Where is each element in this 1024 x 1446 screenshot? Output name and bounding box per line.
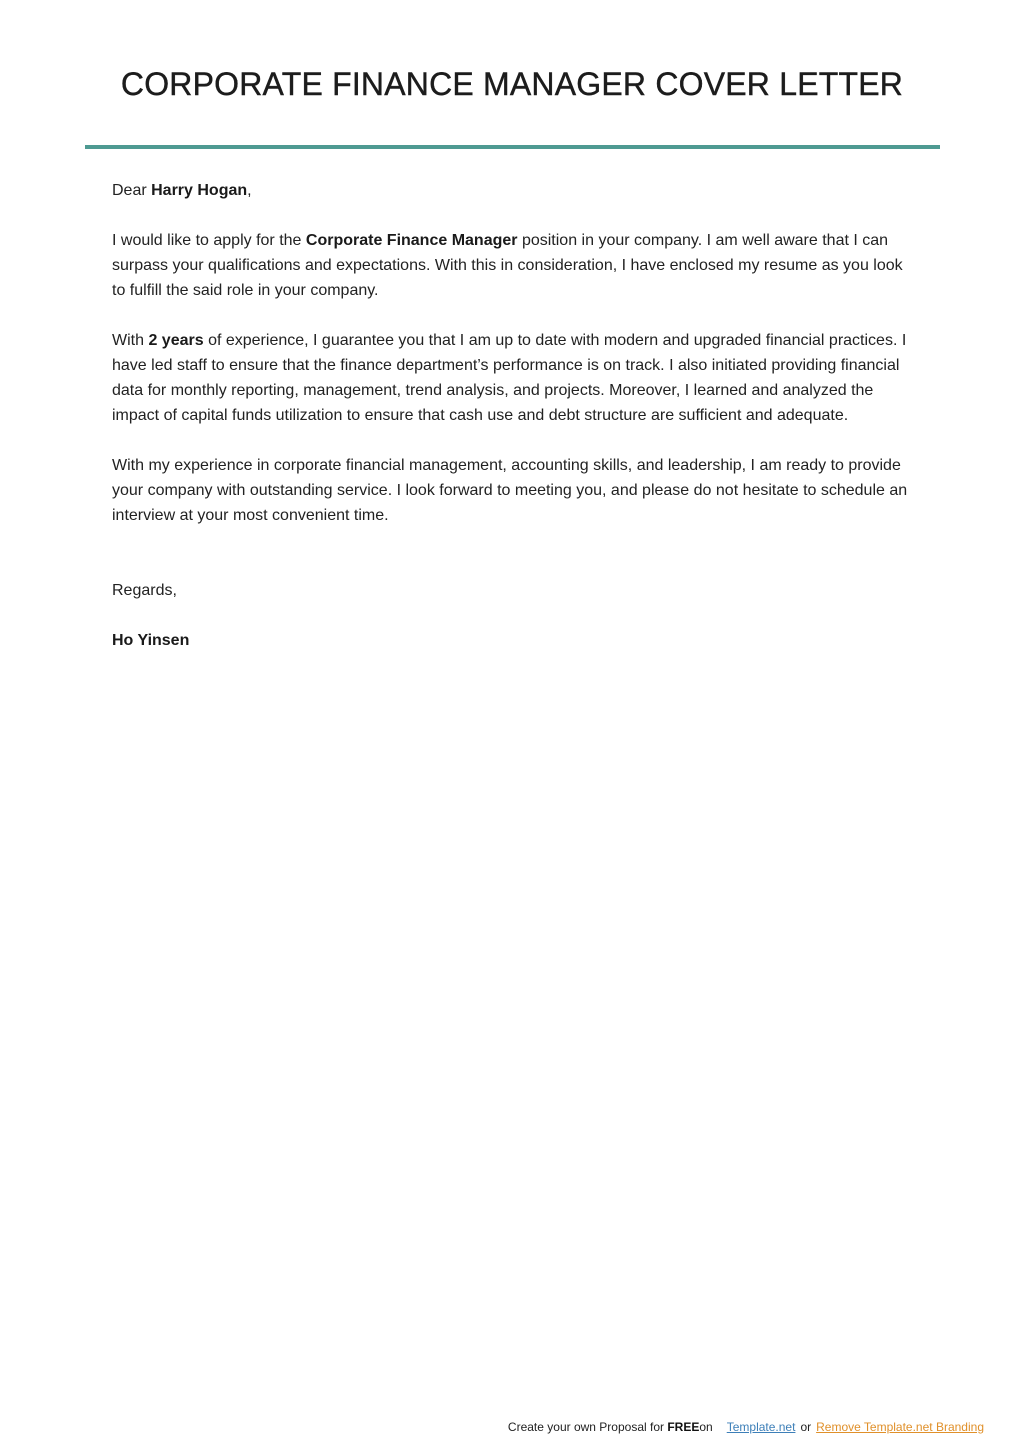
paragraph-application (112, 228, 912, 303)
experience-years: 2 years (148, 332, 204, 349)
sender-name-text: Ho Yinsen (112, 632, 190, 649)
sender-name (112, 628, 912, 653)
document-title: CORPORATE FINANCE MANAGER COVER LETTER (120, 66, 904, 102)
paragraph-application-before: I would like to apply for the (112, 232, 306, 249)
paragraph-experience-after: of experience, I guarantee you that I am up to date with modern and upgraded financial practices. I have led staff to ensure that the finance department’s performance is on track. I also initiated providing financial data for monthly reporting, management, trend analysis, and projects. Moreover, I learned and analyzed the impact of capital funds utilization to ensure that cash use and debt structure are sufficient and adequate. (112, 332, 907, 424)
closing-regards: Regards, (112, 582, 177, 599)
footer-text: Create your own Proposal for (507, 1420, 668, 1434)
salutation (112, 178, 912, 203)
remove-branding-link[interactable]: Remove Template.net Branding (816, 1420, 984, 1434)
paragraph-experience-before: With (112, 332, 149, 349)
recipient-name: Harry Hogan (151, 182, 248, 199)
branding-footer (508, 1418, 984, 1436)
footer-free: FREE (667, 1420, 700, 1434)
footer-on: on (699, 1420, 713, 1434)
title-divider (85, 145, 940, 149)
paragraph-experience (112, 328, 912, 428)
paragraph-closing: With my experience in corporate financial management, accounting skills, and leadership, I am ready to provide your company with outstanding service. I look forward to meeting you, and please do not hesitate to schedule an interview at your most convenient time. (112, 457, 908, 524)
letter-body (112, 178, 912, 678)
salutation-suffix: , (247, 182, 252, 199)
template-net-link[interactable]: Template.net (726, 1420, 796, 1434)
paragraph-application-after: position in your company. I am well aware that I can surpass your qualifications and expectations. With this in consideration, I have enclosed my resume as you look to fulfill the said role in your company. (112, 232, 903, 299)
position-title: Corporate Finance Manager (305, 232, 518, 249)
salutation-prefix: Dear (112, 182, 152, 199)
footer-or: or (800, 1420, 812, 1434)
